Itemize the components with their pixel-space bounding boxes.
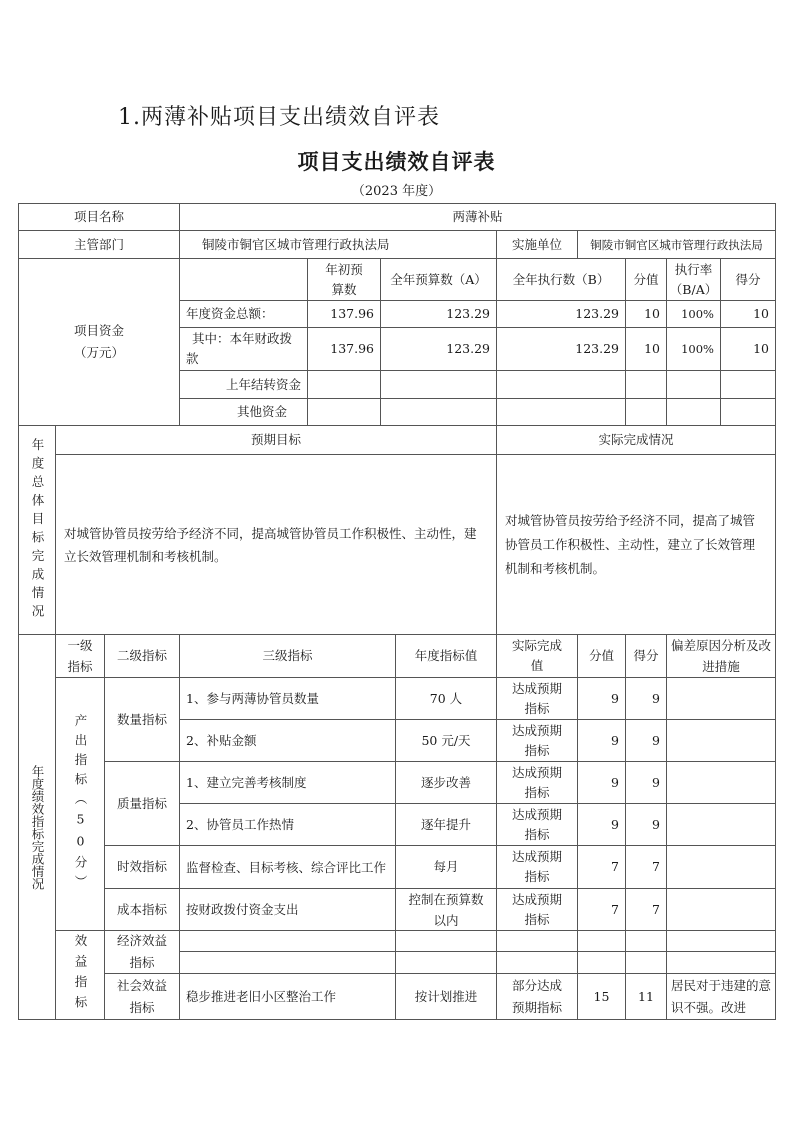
ind-row-actual: 达成预期指标: [496, 803, 578, 846]
ind-row-weight: 9: [577, 719, 626, 762]
funds-row-annual: 123.29: [380, 300, 497, 328]
ind-group-social: 社会效益指标: [104, 973, 180, 1020]
ind-row-analysis: [666, 803, 776, 846]
ind-row-score: 7: [625, 845, 667, 889]
funds-row-rate: [666, 398, 721, 426]
funds-label: [18, 258, 180, 426]
ind-row-weight: 7: [577, 888, 626, 931]
funds-label-line1: 项目资金: [73, 323, 124, 338]
ind-row-score: [625, 951, 667, 974]
ind-row-analysis: [666, 677, 776, 720]
section-heading: 1.两薄补贴项目支出绩效自评表: [118, 105, 440, 130]
funds-row-score: [720, 370, 776, 399]
ind-row-analysis: [666, 951, 776, 974]
funds-row-weight: 10: [625, 327, 667, 371]
funds-row-initial: [307, 370, 381, 399]
impl-label: 实施单位: [496, 230, 578, 259]
ind-header-level1: 一级指标: [55, 634, 105, 678]
ind-benefit-label-text: 效益指标: [73, 934, 88, 1016]
ind-row-target: 每月: [395, 845, 497, 889]
ind-row-score: 7: [625, 888, 667, 931]
ind-row-actual: 达成预期指标: [496, 719, 578, 762]
ind-row-name: [179, 951, 396, 974]
goals-section-label-text: 年度总体目标完成情况: [30, 437, 45, 623]
funds-row-name: 其他资金: [179, 398, 308, 426]
project-name-label: 项目名称: [18, 203, 180, 231]
ind-row-weight: 9: [577, 803, 626, 846]
ind-header-analysis: 偏差原因分析及改进措施: [666, 634, 776, 678]
funds-header-initial: 年初预算数: [307, 258, 381, 301]
funds-header-executed: 全年执行数（B）: [496, 258, 626, 301]
ind-row-actual: 达成预期指标: [496, 845, 578, 889]
funds-row-name: 上年结转资金: [179, 370, 308, 399]
ind-output-label-text: 产出指标（50分）: [73, 713, 88, 895]
impl-value: 铜陵市铜官区城市管理行政执法局: [577, 230, 776, 259]
year-subtitle: （2023 年度）: [351, 184, 442, 199]
ind-row-analysis: [666, 719, 776, 762]
funds-row-initial: [307, 398, 381, 426]
funds-row-weight: [625, 398, 667, 426]
funds-header-blank: [179, 258, 308, 301]
ind-row-analysis: [666, 930, 776, 952]
ind-row-target: 70 人: [395, 677, 497, 720]
goals-actual-header: 实际完成情况: [496, 425, 776, 455]
funds-row-name: 年度资金总额：: [179, 300, 308, 328]
ind-header-score: 得分: [625, 634, 667, 678]
ind-row-weight: 9: [577, 761, 626, 804]
ind-row-name: 监督检查、目标考核、综合评比工作: [179, 845, 396, 889]
ind-row-actual: [496, 951, 578, 974]
funds-row-weight: 10: [625, 300, 667, 328]
goals-section-label: [18, 425, 56, 635]
dept-label: 主管部门: [18, 230, 180, 259]
ind-row-target: 50 元/天: [395, 719, 497, 762]
funds-row-executed: [496, 370, 626, 399]
ind-row-name: 2、补贴金额: [179, 719, 396, 762]
funds-row-score: 10: [720, 327, 776, 371]
ind-benefit-label: [55, 930, 105, 1020]
ind-row-score: 11: [625, 973, 667, 1020]
ind-row-target: 控制在预算数以内: [395, 888, 497, 931]
ind-group-quantity: 数量指标: [104, 677, 180, 762]
ind-row-actual: 达成预期指标: [496, 888, 578, 931]
funds-row-score: [720, 398, 776, 426]
dept-value: 铜陵市铜官区城市管理行政执法局: [179, 230, 497, 259]
ind-row-name: 1、参与两薄协管员数量: [179, 677, 396, 720]
page-title: 项目支出绩效自评表: [297, 150, 496, 174]
ind-row-weight: [577, 951, 626, 974]
ind-output-label: [55, 677, 105, 931]
ind-header-target: 年度指标值: [395, 634, 497, 678]
funds-row-weight: [625, 370, 667, 399]
funds-row-rate: 100%: [666, 327, 721, 371]
funds-header-rate: 执行率（B/A）: [666, 258, 721, 301]
funds-row-executed: 123.29: [496, 327, 626, 371]
funds-row-initial: 137.96: [307, 327, 381, 371]
funds-row-annual: [380, 398, 497, 426]
ind-row-actual: 达成预期指标: [496, 677, 578, 720]
ind-row-analysis: [666, 845, 776, 889]
ind-row-score: 9: [625, 761, 667, 804]
ind-row-score: [625, 930, 667, 952]
funds-label-line2: （万元）: [73, 345, 124, 360]
ind-row-name: 稳步推进老旧小区整治工作: [179, 973, 396, 1020]
ind-row-actual: 达成预期指标: [496, 761, 578, 804]
ind-row-weight: 9: [577, 677, 626, 720]
ind-header-weight: 分值: [577, 634, 626, 678]
ind-row-name: 2、协管员工作热情: [179, 803, 396, 846]
funds-header-annual: 全年预算数（A）: [380, 258, 497, 301]
funds-row-name: 其中：本年财政拨款: [179, 327, 308, 371]
ind-row-score: 9: [625, 719, 667, 762]
ind-row-score: 9: [625, 677, 667, 720]
funds-row-rate: [666, 370, 721, 399]
project-name-value: 两薄补贴: [179, 203, 776, 231]
indicators-section-label-text: 年度绩效指标完成情况: [30, 764, 45, 890]
ind-row-actual: 部分达成预期指标: [496, 973, 578, 1020]
ind-row-name: 按财政拨付资金支出: [179, 888, 396, 931]
ind-row-target: 按计划推进: [395, 973, 497, 1020]
ind-row-target: [395, 951, 497, 974]
ind-group-quality: 质量指标: [104, 761, 180, 846]
ind-header-level2: 二级指标: [104, 634, 180, 678]
funds-header-score: 得分: [720, 258, 776, 301]
ind-row-analysis: 居民对于违建的意识不强。改进: [666, 973, 776, 1020]
ind-row-weight: [577, 930, 626, 952]
goals-actual-text: 对城管协管员按劳给予经济不同，提高了城管协管员工作积极性、主动性，建立了长效管理机制和考核机制。: [496, 454, 776, 635]
funds-row-score: 10: [720, 300, 776, 328]
ind-row-target: [395, 930, 497, 952]
ind-header-actual: 实际完成值: [496, 634, 578, 678]
funds-row-executed: 123.29: [496, 300, 626, 328]
ind-row-name: [179, 930, 396, 952]
indicators-section-label: [18, 634, 56, 1020]
ind-row-target: 逐年提升: [395, 803, 497, 846]
ind-row-weight: 7: [577, 845, 626, 889]
ind-row-name: 1、建立完善考核制度: [179, 761, 396, 804]
ind-row-analysis: [666, 888, 776, 931]
ind-row-weight: 15: [577, 973, 626, 1020]
funds-header-weight: 分值: [625, 258, 667, 301]
funds-row-annual: 123.29: [380, 327, 497, 371]
funds-row-initial: 137.96: [307, 300, 381, 328]
ind-header-level3: 三级指标: [179, 634, 396, 678]
ind-row-actual: [496, 930, 578, 952]
ind-row-target: 逐步改善: [395, 761, 497, 804]
funds-row-executed: [496, 398, 626, 426]
funds-row-rate: 100%: [666, 300, 721, 328]
goals-expected-header: 预期目标: [55, 425, 497, 455]
ind-group-economic: 经济效益指标: [104, 930, 180, 974]
ind-row-analysis: [666, 761, 776, 804]
ind-group-cost: 成本指标: [104, 888, 180, 931]
ind-group-timeliness: 时效指标: [104, 845, 180, 889]
funds-row-annual: [380, 370, 497, 399]
ind-row-score: 9: [625, 803, 667, 846]
goals-expected-text: 对城管协管员按劳给予经济不同，提高城管协管员工作积极性、主动性，建立长效管理机制和考核机制。: [55, 454, 497, 635]
